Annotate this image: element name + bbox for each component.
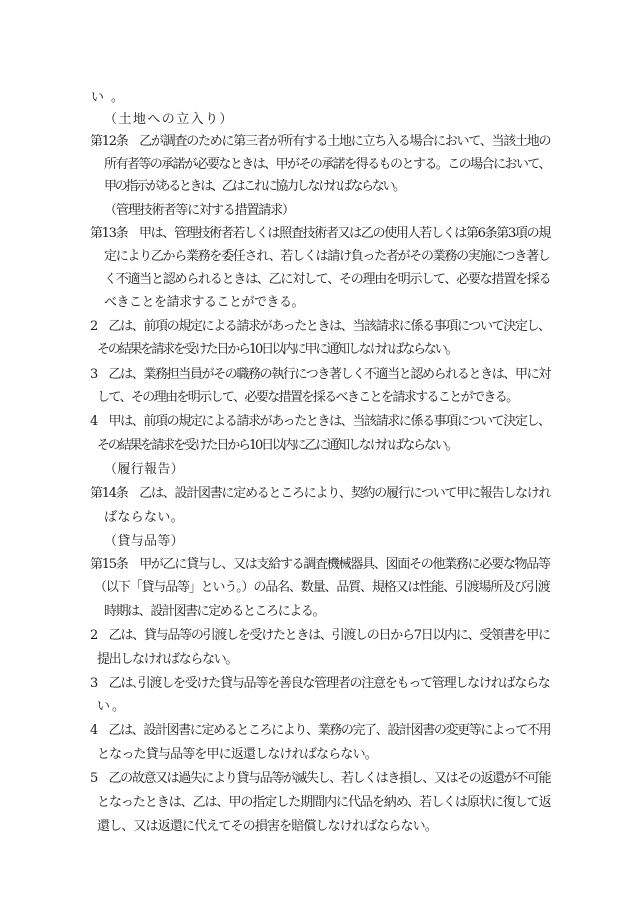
paragraph-line: 3 乙は､引渡しを受けた貸与品等を善良な管理者の注意をもって管理しなければならな xyxy=(90,676,550,691)
text-line: い。 xyxy=(91,90,132,105)
article-line: 第13条 甲は、管理技術者若しくは照査技術者又は乙の使用人若しくは第6条第3項の規 xyxy=(90,226,550,241)
section-heading: （履行報告） xyxy=(104,462,184,477)
paragraph-line: 2 乙は、貸与品等の引渡しを受けたときは、引渡しの日から7日以内に、受領書を甲に xyxy=(90,628,550,643)
text-line: となった貸与品等を甲に返還しなければならない。 xyxy=(97,747,377,762)
text-line: 所有者等の承諾が必要なときは、甲がその承諾を得るものとする。この場合において、 xyxy=(104,157,550,172)
paragraph-line: 4 乙は、設計図書に定めるところにより、業務の完了、設計図書の変更等によって不用 xyxy=(90,723,551,738)
text-line: 還し、又は返還に代えてその損害を賠償しなければならない。 xyxy=(97,819,437,834)
section-heading: （貸与品等） xyxy=(104,534,184,549)
text-line: く不適当と認められるときは、乙に対して、その理由を明示して、必要な措置を採る xyxy=(104,272,551,287)
paragraph-line: 2 乙は、前項の規定による請求があったときは、当該請求に係る事項について決定し、 xyxy=(90,319,550,334)
paragraph-line: 3 乙は、業務担当員がその職務の執行につき著しく不適当と認められるときは、甲に対 xyxy=(90,367,550,382)
text-line: 提出しなければならない。 xyxy=(97,652,238,667)
text-line: 定により乙から業務を委任され、若しくは請け負った者がその業務の実施につき著し xyxy=(104,249,550,264)
article-line: 第14条 乙は、設計図書に定めるところにより、契約の履行について甲に報告しなけれ xyxy=(90,486,551,501)
text-line: その結果を請求を受けた日から10日以内に甲に通知しなければならない。 xyxy=(97,342,457,357)
text-line: となったときは、乙は、甲の指定した期間内に代品を納め、若しくは原状に復して返 xyxy=(97,795,551,810)
paragraph-line: 5 乙の故意又は過失により貸与品等が滅失し、若しくはき損し、又はその返還が不可能 xyxy=(90,771,551,786)
text-line: して、その理由を明示して、必要な措置を採るべきことを請求することができる。 xyxy=(97,390,518,405)
article-line: 第12条 乙が調査のために第三者が所有する土地に立ち入る場合において、当該土地の xyxy=(90,134,551,149)
section-heading: （管理技術者等に対する措置請求） xyxy=(104,203,294,218)
text-line: （以下「貸与品等」という。）の品名、数量、品質、規格又は性能、引渡場所及び引渡 xyxy=(94,580,550,595)
text-line: その結果を請求を受けた日から10日以内に乙に通知しなければならない。 xyxy=(97,438,457,453)
text-line: ばならない。 xyxy=(104,510,184,525)
text-line: べきことを請求することができる。 xyxy=(104,295,305,310)
text-line: 時期は、設計図書に定めるところによる。 xyxy=(104,604,325,619)
text-line: 甲の指示があるときは、乙はこれに協力しなければならない。 xyxy=(104,179,404,194)
article-line: 第15条 甲が乙に貸与し、又は支給する調査機械器具、図面その他業務に必要な物品等 xyxy=(90,557,550,572)
text-line: い。 xyxy=(97,699,128,714)
paragraph-line: 4 甲は、前項の規定による請求があったときは、当該請求に係る事項について決定し、 xyxy=(90,414,550,429)
section-heading: （土地への立入り） xyxy=(104,112,234,127)
